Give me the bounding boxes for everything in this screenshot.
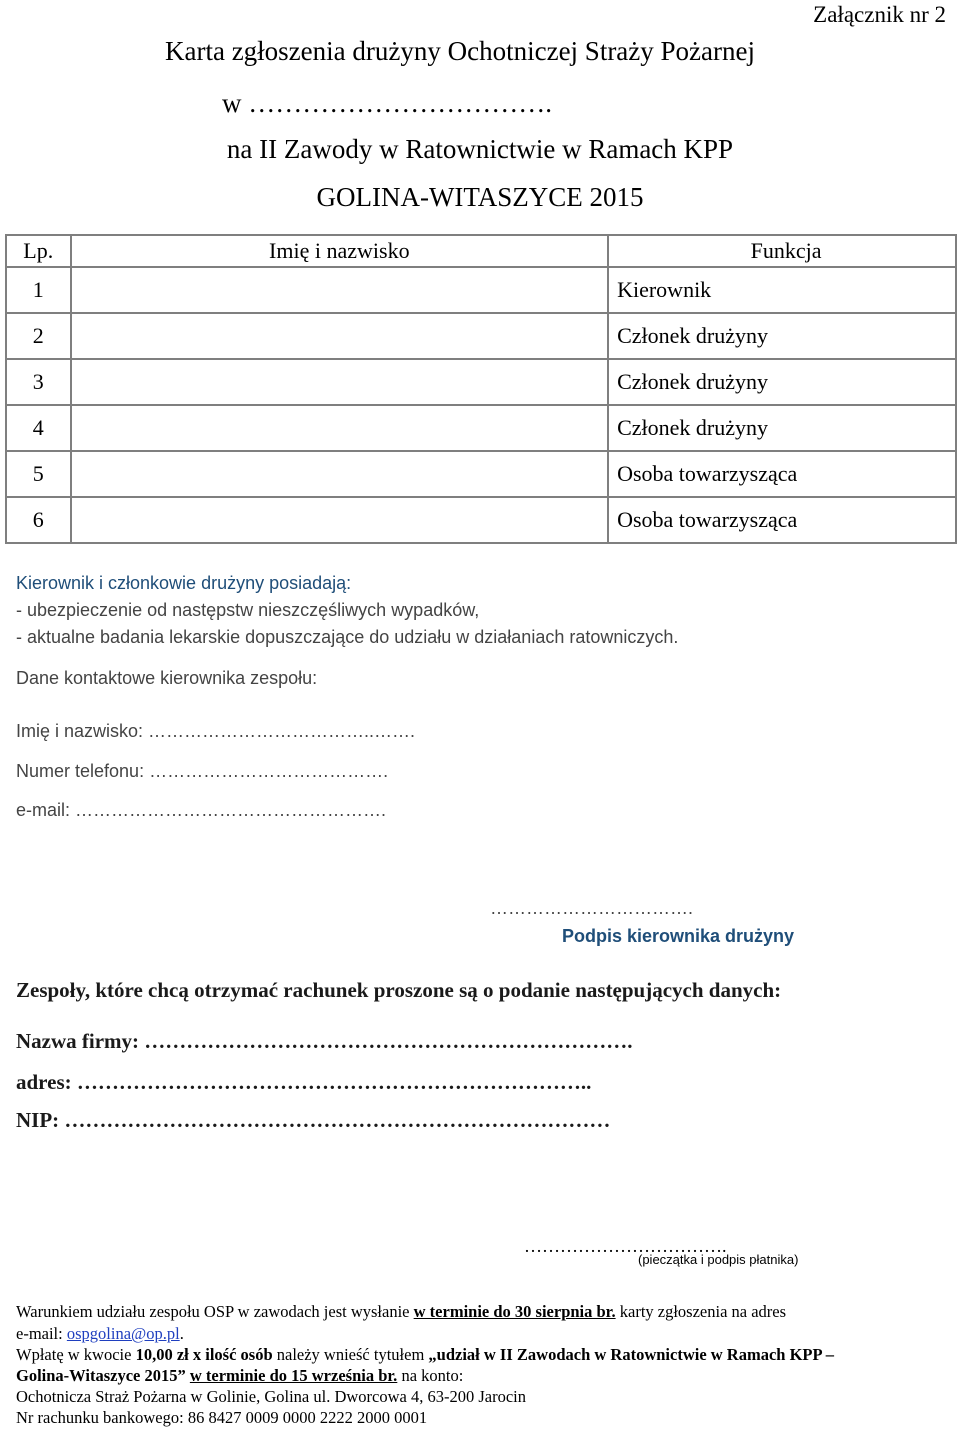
row-lp: 5 <box>6 451 71 497</box>
form-subtitle-event: na II Zawody w Ratownictwie w Ramach KPP <box>226 134 734 164</box>
footer-line-deadline <box>16 1302 786 1322</box>
footer-deadline: w terminie do 30 sierpnia br. <box>413 1302 616 1321</box>
header-name: Imię i nazwisko <box>71 235 609 267</box>
table-row <box>6 359 956 405</box>
row-lp: 1 <box>6 267 71 313</box>
footer-text: należy wnieść tytułem <box>272 1345 429 1364</box>
row-name-cell[interactable] <box>71 359 609 405</box>
email-link[interactable]: ospgolina@op.pl <box>66 1324 180 1343</box>
footer-text: Warunkiem udziału zespołu OSP w zawodach jest wysłanie <box>16 1302 414 1321</box>
team-table-header <box>6 235 956 267</box>
row-role: Członek drużyny <box>608 359 956 405</box>
row-lp: 2 <box>6 313 71 359</box>
footer-line-payment-deadline <box>16 1366 463 1386</box>
header-lp: Lp. <box>6 235 71 267</box>
invoice-heading: Zespoły, które chcą otrzymać rachunek proszone są o podanie następujących danych: <box>16 978 782 1002</box>
footer-text: e-mail: <box>16 1324 67 1343</box>
table-row <box>6 405 956 451</box>
contact-name-field[interactable]: Imię i nazwisko: ………………………………..……. <box>16 721 416 741</box>
payer-signature-label: (pieczątka i podpis płatnika) <box>638 1252 799 1267</box>
footer-payment-deadline: w terminie do 15 września br. <box>189 1366 398 1385</box>
footer-title-cont: Golina-Witaszyce 2015” <box>16 1366 186 1385</box>
payer-signature-line[interactable]: ……………………………. <box>524 1236 727 1256</box>
footer-line-email <box>16 1324 184 1344</box>
contact-phone-field[interactable]: Numer telefonu: …………………………………. <box>16 761 389 781</box>
leader-signature-line[interactable]: ……………………………. <box>490 898 694 918</box>
footer-line-bank-account: Nr rachunku bankowego: 86 8427 0009 0000 2222 2000 0001 <box>16 1408 428 1427</box>
row-lp: 3 <box>6 359 71 405</box>
row-lp: 4 <box>6 405 71 451</box>
annex-label: Załącznik nr 2 <box>813 2 946 27</box>
footer-line-payment <box>16 1345 834 1365</box>
footer-fee: 10,00 zł x ilość osób <box>135 1345 273 1364</box>
row-lp: 6 <box>6 497 71 543</box>
table-row <box>6 313 956 359</box>
row-name-cell[interactable] <box>71 497 609 543</box>
table-row <box>6 451 956 497</box>
contact-email-field[interactable]: e-mail: ……………………………………………. <box>16 800 387 820</box>
nip-field[interactable]: NIP: …………………………………………………………………… <box>16 1108 611 1132</box>
row-name-cell[interactable] <box>71 405 609 451</box>
table-row <box>6 497 956 543</box>
row-role: Członek drużyny <box>608 313 956 359</box>
footer-text: . <box>179 1324 184 1343</box>
footer-text: karty zgłoszenia na adres <box>615 1302 787 1321</box>
row-role: Osoba towarzysząca <box>608 497 956 543</box>
row-role: Osoba towarzysząca <box>608 451 956 497</box>
footer-title: „udział w II Zawodach w Ratownictwie w Ramach KPP – <box>428 1345 835 1364</box>
form-title: Karta zgłoszenia drużyny Ochotniczej Straży Pożarnej <box>164 36 755 66</box>
row-name-cell[interactable] <box>71 451 609 497</box>
header-role: Funkcja <box>608 235 956 267</box>
requirements-heading: Kierownik i członkowie drużyny posiadają: <box>16 573 352 593</box>
footer-text: na konto: <box>397 1366 464 1385</box>
table-row <box>6 267 956 313</box>
footer-line-recipient: Ochotnicza Straż Pożarna w Golinie, Golina ul. Dworcowa 4, 63-200 Jarocin <box>16 1387 526 1406</box>
address-field[interactable]: adres: ……………………………………………………………….. <box>16 1070 592 1094</box>
requirement-medical: - aktualne badania lekarskie dopuszczające do udziału w działaniach ratowniczych. <box>16 627 679 647</box>
leader-signature-label: Podpis kierownika drużyny <box>562 926 795 946</box>
requirement-insurance: - ubezpieczenie od następstw nieszczęśliwych wypadków, <box>16 600 480 620</box>
footer-text: Wpłatę w kwocie <box>16 1345 136 1364</box>
form-subtitle-place-year: GOLINA-WITASZYCE 2015 <box>316 182 644 212</box>
row-role: Członek drużyny <box>608 405 956 451</box>
form-title-osp-location: w ……………………………. <box>222 88 552 118</box>
team-table <box>5 234 957 544</box>
company-name-field[interactable]: Nazwa firmy: ……………………………………………………………. <box>16 1029 633 1053</box>
row-name-cell[interactable] <box>71 313 609 359</box>
row-name-cell[interactable] <box>71 267 609 313</box>
row-role: Kierownik <box>608 267 956 313</box>
contact-heading: Dane kontaktowe kierownika zespołu: <box>16 668 318 688</box>
